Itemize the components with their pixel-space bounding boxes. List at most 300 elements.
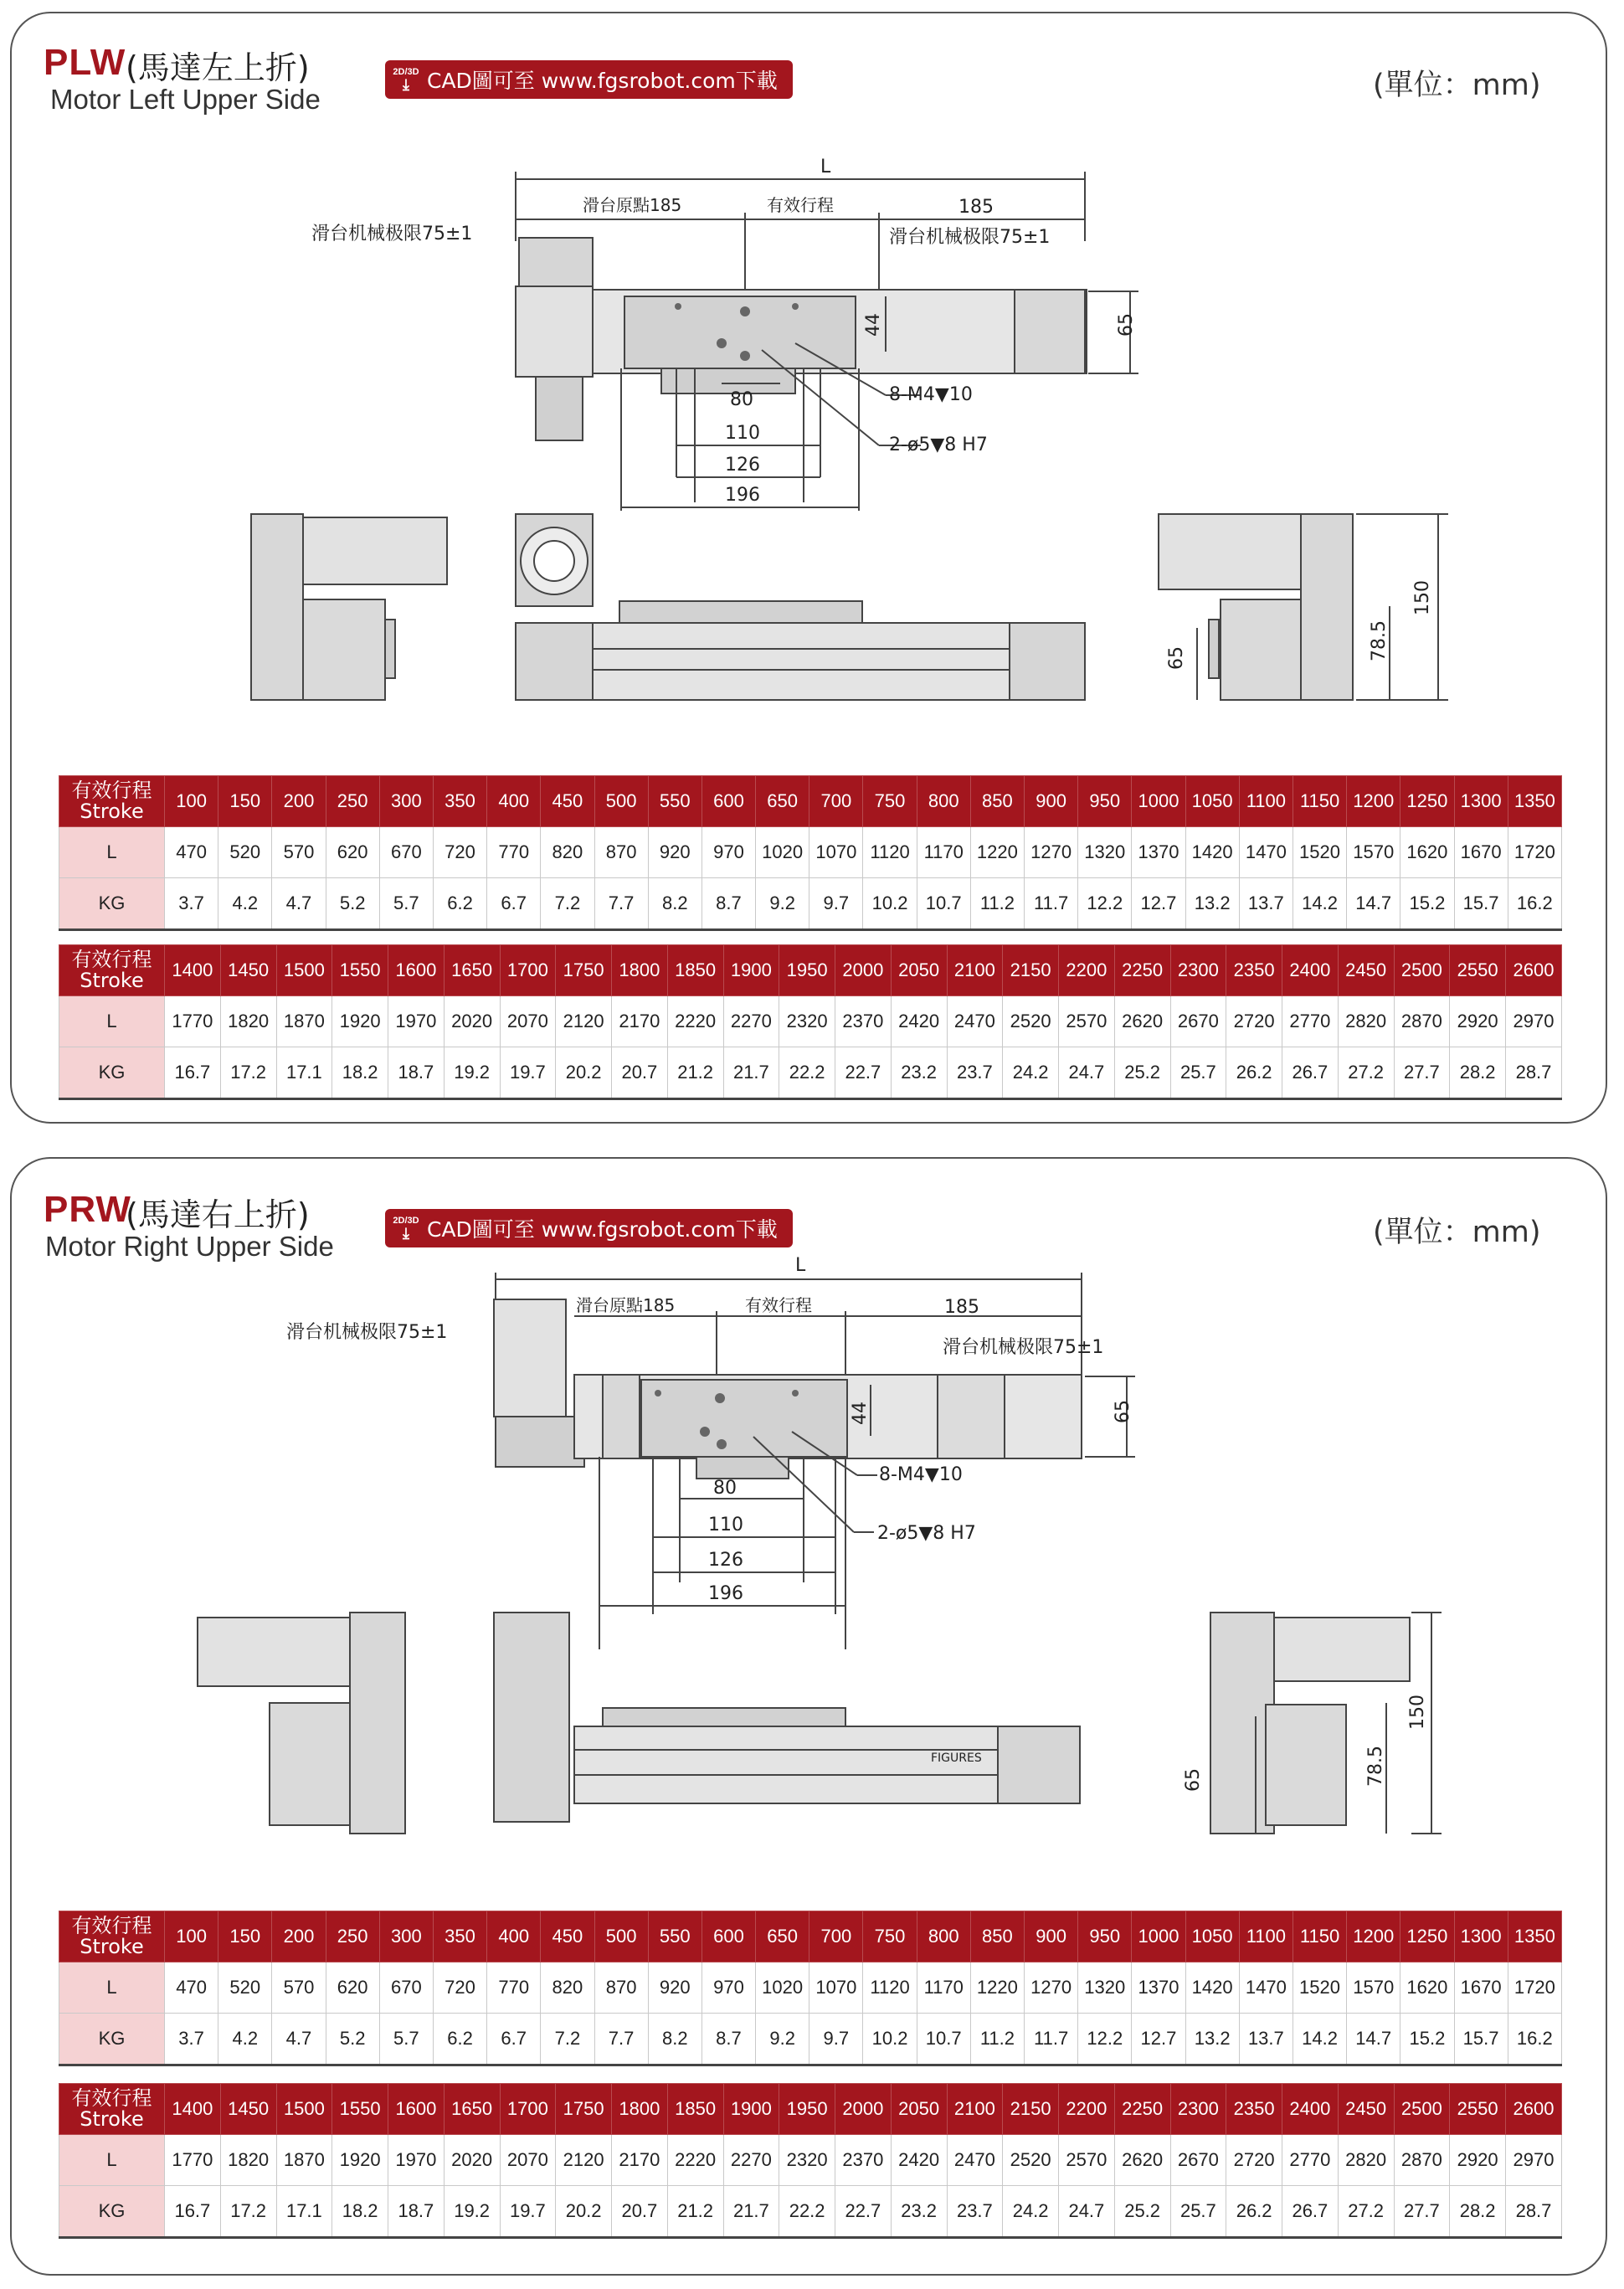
stroke-cell: 1000 [1132, 1911, 1185, 1962]
limit-right-label: 滑台机械极限75±1 [943, 1337, 1104, 1358]
dim-126: 126 [708, 1550, 743, 1571]
stroke-cell: 950 [1078, 776, 1132, 827]
stroke-cell: 250 [326, 1911, 379, 1962]
weight-cell: 7.7 [594, 878, 648, 930]
cad-download-text[interactable]: CAD圖可至 www.fgsrobot.com下載 [427, 69, 778, 93]
weight-cell: 16.7 [165, 2186, 221, 2238]
length-cell: 1570 [1347, 827, 1400, 878]
length-cell: 1620 [1400, 827, 1454, 878]
length-cell: 820 [541, 1962, 594, 2014]
weight-cell: 6.2 [433, 878, 486, 930]
length-cell: 2870 [1394, 2135, 1450, 2186]
length-cell: 970 [702, 1962, 755, 2014]
length-cell: 2220 [667, 2135, 723, 2186]
stroke-cell: 2450 [1338, 945, 1394, 996]
length-cell: 2470 [947, 2135, 1003, 2186]
weight-cell: 5.7 [379, 878, 433, 930]
dim-78-5: 78.5 [1365, 1746, 1386, 1787]
dim-65-side: 65 [1166, 646, 1187, 670]
length-cell: 2020 [444, 996, 500, 1047]
length-cell: 1170 [917, 827, 970, 878]
length-cell: 2920 [1450, 996, 1506, 1047]
dim-65-top: 65 [1116, 313, 1137, 337]
weight-cell: 16.2 [1508, 878, 1561, 930]
stroke-cell: 2400 [1282, 945, 1339, 996]
length-cell: 1270 [1025, 827, 1078, 878]
weight-cell: 14.2 [1293, 878, 1346, 930]
length-cell: 2520 [1003, 2135, 1059, 2186]
unit-label: (單位：mm) [1373, 1216, 1541, 1249]
weight-cell: 17.1 [276, 2186, 332, 2238]
dim-126: 126 [725, 455, 760, 476]
length-cell: 1420 [1185, 1962, 1239, 2014]
weight-cell: 14.7 [1347, 878, 1400, 930]
length-cell: 2370 [835, 2135, 892, 2186]
stroke-cell: 200 [272, 1911, 326, 1962]
weight-cell: 28.2 [1450, 1047, 1506, 1099]
length-cell: 1070 [809, 827, 863, 878]
length-cell: 670 [379, 827, 433, 878]
cad-badge-text: 2D/3D [393, 1216, 419, 1226]
stroke-cell: 2450 [1338, 2084, 1394, 2135]
model-code: PLW [44, 42, 126, 83]
length-cell: 1420 [1185, 827, 1239, 878]
stroke-cell: 1450 [220, 945, 276, 996]
weight-cell: 22.7 [835, 2186, 892, 2238]
length-cell: 2820 [1338, 996, 1394, 1047]
weight-cell: 13.7 [1239, 878, 1293, 930]
stroke-cell: 1550 [332, 2084, 388, 2135]
limit-right-label: 滑台机械极限75±1 [889, 227, 1051, 248]
stroke-cell: 2550 [1450, 2084, 1506, 2135]
stroke-cell: 800 [917, 776, 970, 827]
technical-drawing [0, 0, 1624, 754]
stroke-cell: 1850 [667, 2084, 723, 2135]
weight-cell: 18.2 [332, 1047, 388, 1099]
hole-pin-label: 2-ø5▼8 H7 [877, 1523, 976, 1544]
stroke-cell: 1400 [165, 945, 221, 996]
stroke-cell: 250 [326, 776, 379, 827]
weight-cell: 20.7 [612, 2186, 668, 2238]
stroke-cell: 1950 [779, 945, 835, 996]
stroke-cell: 2150 [1003, 2084, 1059, 2135]
stroke-cell: 400 [487, 776, 541, 827]
stroke-cell: 1000 [1132, 776, 1185, 827]
weight-cell: 28.2 [1450, 2186, 1506, 2238]
length-cell: 570 [272, 1962, 326, 2014]
length-cell: 1470 [1239, 1962, 1293, 2014]
length-cell: 1620 [1400, 1962, 1454, 2014]
length-cell: 2070 [500, 996, 556, 1047]
stroke-cell: 1700 [500, 2084, 556, 2135]
length-cell: 2670 [1170, 2135, 1226, 2186]
stroke-label-en: Stroke [80, 969, 144, 992]
length-cell: 1570 [1347, 1962, 1400, 2014]
length-cell: 2870 [1394, 996, 1450, 1047]
weight-cell: 18.7 [388, 1047, 445, 1099]
length-cell: 2170 [612, 996, 668, 1047]
stroke-cell: 550 [648, 1911, 702, 1962]
length-cell: 2970 [1506, 2135, 1562, 2186]
stroke-cell: 2350 [1226, 945, 1282, 996]
stroke-cell: 450 [541, 1911, 594, 1962]
stroke-cell: 1500 [276, 945, 332, 996]
stroke-cell: 2100 [947, 945, 1003, 996]
length-cell: 920 [648, 1962, 702, 2014]
weight-cell: 10.2 [863, 878, 917, 930]
side-views [251, 514, 1448, 700]
stroke-cell: 1200 [1347, 1911, 1400, 1962]
stroke-cell: 2500 [1394, 2084, 1450, 2135]
length-cell: 2420 [891, 996, 947, 1047]
dim-origin: 滑台原點185 [583, 195, 682, 215]
length-cell: 1270 [1025, 1962, 1078, 2014]
dim-110: 110 [708, 1515, 743, 1535]
length-cell: 870 [594, 827, 648, 878]
length-cell: 1020 [756, 827, 809, 878]
weight-cell: 24.7 [1059, 2186, 1115, 2238]
stroke-cell: 700 [809, 1911, 863, 1962]
weight-cell: 9.2 [756, 878, 809, 930]
spec-table-1 [59, 775, 1562, 931]
weight-cell: 18.7 [388, 2186, 445, 2238]
length-cell: 1720 [1508, 1962, 1561, 2014]
length-cell: 1520 [1293, 1962, 1346, 2014]
weight-cell: 15.2 [1400, 2014, 1454, 2065]
stroke-cell: 1650 [444, 945, 500, 996]
weight-cell: 5.7 [379, 2014, 433, 2065]
weight-cell: 4.7 [272, 2014, 326, 2065]
stroke-cell: 650 [756, 776, 809, 827]
stroke-cell: 1150 [1293, 1911, 1346, 1962]
weight-cell: 13.2 [1185, 2014, 1239, 2065]
row-label-weight: KG [59, 2186, 165, 2238]
length-cell: 1520 [1293, 827, 1346, 878]
dim-78-5: 78.5 [1369, 620, 1390, 661]
weight-cell: 9.7 [809, 878, 863, 930]
stroke-cell: 1050 [1185, 776, 1239, 827]
length-cell: 1920 [332, 2135, 388, 2186]
hole-m4-label: 8-M4▼10 [879, 1464, 963, 1485]
length-cell: 2620 [1114, 996, 1170, 1047]
stroke-cell: 2350 [1226, 2084, 1282, 2135]
length-cell: 520 [218, 1962, 272, 2014]
length-cell: 1920 [332, 996, 388, 1047]
length-cell: 2170 [612, 2135, 668, 2186]
length-cell: 2720 [1226, 996, 1282, 1047]
length-cell: 870 [594, 1962, 648, 2014]
stroke-cell: 450 [541, 776, 594, 827]
technical-drawing [0, 1147, 1624, 1901]
stroke-cell: 2000 [835, 945, 892, 996]
stroke-cell: 300 [379, 1911, 433, 1962]
length-cell: 1120 [863, 1962, 917, 2014]
length-cell: 1970 [388, 2135, 445, 2186]
length-cell: 2420 [891, 2135, 947, 2186]
length-cell: 920 [648, 827, 702, 878]
weight-cell: 16.2 [1508, 2014, 1561, 2065]
weight-cell: 23.7 [947, 2186, 1003, 2238]
row-label-weight: KG [59, 2014, 165, 2065]
model-title-en: Motor Right Upper Side [45, 1231, 334, 1262]
weight-cell: 7.7 [594, 2014, 648, 2065]
stroke-cell: 1200 [1347, 776, 1400, 827]
cad-download-text[interactable]: CAD圖可至 www.fgsrobot.com下載 [427, 1217, 778, 1242]
weight-cell: 4.7 [272, 878, 326, 930]
stroke-cell: 350 [433, 776, 486, 827]
stroke-cell: 750 [863, 776, 917, 827]
stroke-cell: 2100 [947, 2084, 1003, 2135]
stroke-cell: 1900 [723, 945, 779, 996]
weight-cell: 20.2 [556, 2186, 612, 2238]
length-cell: 2770 [1282, 2135, 1339, 2186]
download-icon: 2D/3D ⤓ [393, 1216, 419, 1242]
weight-cell: 21.7 [723, 1047, 779, 1099]
stroke-cell: 1250 [1400, 776, 1454, 827]
stroke-label-en: Stroke [80, 800, 144, 823]
model-title-cn: (馬達左上折) [126, 49, 310, 86]
weight-cell: 6.7 [487, 2014, 541, 2065]
length-cell: 2920 [1450, 2135, 1506, 2186]
stroke-cell: 850 [970, 776, 1024, 827]
length-cell: 970 [702, 827, 755, 878]
weight-cell: 17.1 [276, 1047, 332, 1099]
length-cell: 620 [326, 1962, 379, 2014]
hole-m4-label: 8-M4▼10 [889, 384, 973, 405]
weight-cell: 17.2 [220, 1047, 276, 1099]
stroke-label-cn: 有效行程 [71, 2086, 152, 2110]
stroke-cell: 1250 [1400, 1911, 1454, 1962]
stroke-label-en: Stroke [80, 2107, 144, 2131]
dim-44: 44 [863, 313, 884, 337]
stroke-cell: 900 [1025, 776, 1078, 827]
stroke-cell: 550 [648, 776, 702, 827]
length-cell: 1470 [1239, 827, 1293, 878]
stroke-cell: 2250 [1114, 2084, 1170, 2135]
top-view [516, 172, 1138, 511]
length-cell: 1770 [165, 2135, 221, 2186]
length-cell: 1220 [970, 1962, 1024, 2014]
stroke-cell: 950 [1078, 1911, 1132, 1962]
weight-cell: 8.7 [702, 2014, 755, 2065]
dim-185: 185 [958, 197, 994, 218]
limit-left-label: 滑台机械极限75±1 [286, 1322, 448, 1343]
stroke-cell: 2300 [1170, 2084, 1226, 2135]
dim-65-side: 65 [1183, 1768, 1204, 1792]
length-cell: 770 [487, 827, 541, 878]
weight-cell: 9.2 [756, 2014, 809, 2065]
stroke-cell: 2400 [1282, 2084, 1339, 2135]
spec-table-3 [59, 1911, 1562, 2066]
weight-cell: 22.2 [779, 1047, 835, 1099]
stroke-cell: 2200 [1059, 945, 1115, 996]
weight-cell: 8.2 [648, 878, 702, 930]
model-title-cn: (馬達右上折) [126, 1196, 310, 1233]
length-cell: 1370 [1132, 827, 1185, 878]
stroke-cell: 900 [1025, 1911, 1078, 1962]
weight-cell: 26.2 [1226, 2186, 1282, 2238]
length-cell: 2620 [1114, 2135, 1170, 2186]
weight-cell: 23.2 [891, 2186, 947, 2238]
row-label-length: L [59, 996, 165, 1047]
weight-cell: 23.7 [947, 1047, 1003, 1099]
weight-cell: 26.2 [1226, 1047, 1282, 1099]
stroke-cell: 600 [702, 1911, 755, 1962]
length-cell: 720 [433, 827, 486, 878]
weight-cell: 15.2 [1400, 878, 1454, 930]
stroke-cell: 1100 [1239, 776, 1293, 827]
length-cell: 2970 [1506, 996, 1562, 1047]
dim-185: 185 [944, 1297, 979, 1318]
length-cell: 1170 [917, 1962, 970, 2014]
weight-cell: 15.7 [1454, 2014, 1508, 2065]
length-cell: 1820 [220, 996, 276, 1047]
weight-cell: 19.7 [500, 1047, 556, 1099]
weight-cell: 5.2 [326, 878, 379, 930]
dim-stroke: 有效行程 [745, 1295, 812, 1315]
stroke-cell: 400 [487, 1911, 541, 1962]
weight-cell: 25.2 [1114, 2186, 1170, 2238]
length-cell: 1820 [220, 2135, 276, 2186]
weight-cell: 5.2 [326, 2014, 379, 2065]
weight-cell: 13.2 [1185, 878, 1239, 930]
weight-cell: 14.2 [1293, 2014, 1346, 2065]
weight-cell: 8.7 [702, 878, 755, 930]
weight-cell: 13.7 [1239, 2014, 1293, 2065]
brand-label: FIGURES [931, 1751, 982, 1765]
spec-table-2 [59, 944, 1562, 1100]
top-view [494, 1273, 1135, 1649]
stroke-cell: 2300 [1170, 945, 1226, 996]
length-cell: 1720 [1508, 827, 1561, 878]
weight-cell: 6.7 [487, 878, 541, 930]
download-icon: 2D/3D ⤓ [393, 67, 419, 93]
stroke-cell: 500 [594, 776, 648, 827]
weight-cell: 20.7 [612, 1047, 668, 1099]
stroke-cell: 1100 [1239, 1911, 1293, 1962]
weight-cell: 20.2 [556, 1047, 612, 1099]
dim-150: 150 [1407, 1695, 1428, 1730]
stroke-cell: 2550 [1450, 945, 1506, 996]
weight-cell: 25.7 [1170, 2186, 1226, 2238]
length-cell: 1970 [388, 996, 445, 1047]
weight-cell: 3.7 [165, 2014, 218, 2065]
weight-cell: 27.2 [1338, 1047, 1394, 1099]
length-cell: 1870 [276, 996, 332, 1047]
length-cell: 470 [165, 827, 218, 878]
dim-110: 110 [725, 423, 760, 444]
stroke-cell: 150 [218, 1911, 272, 1962]
weight-cell: 10.2 [863, 2014, 917, 2065]
stroke-cell: 1550 [332, 945, 388, 996]
stroke-cell: 600 [702, 776, 755, 827]
weight-cell: 24.2 [1003, 2186, 1059, 2238]
stroke-cell: 2050 [891, 945, 947, 996]
weight-cell: 26.7 [1282, 1047, 1339, 1099]
weight-cell: 19.7 [500, 2186, 556, 2238]
weight-cell: 9.7 [809, 2014, 863, 2065]
dim-L: L [795, 1255, 806, 1276]
weight-cell: 22.2 [779, 2186, 835, 2238]
row-label-weight: KG [59, 1047, 165, 1099]
length-cell: 2570 [1059, 2135, 1115, 2186]
stroke-label-cn: 有效行程 [71, 779, 152, 802]
row-label-stroke [59, 945, 165, 996]
unit-label: (單位：mm) [1373, 69, 1541, 102]
length-cell: 1770 [165, 996, 221, 1047]
length-cell: 1370 [1132, 1962, 1185, 2014]
weight-cell: 19.2 [444, 2186, 500, 2238]
weight-cell: 12.2 [1078, 2014, 1132, 2065]
stroke-cell: 700 [809, 776, 863, 827]
stroke-cell: 300 [379, 776, 433, 827]
stroke-label-en: Stroke [80, 1935, 144, 1958]
dim-65-top: 65 [1113, 1400, 1133, 1423]
stroke-cell: 2600 [1506, 2084, 1562, 2135]
stroke-cell: 1750 [556, 2084, 612, 2135]
side-views [198, 1613, 1442, 1834]
length-cell: 520 [218, 827, 272, 878]
dim-80: 80 [713, 1478, 737, 1499]
model-title-en: Motor Left Upper Side [50, 84, 321, 115]
length-cell: 820 [541, 827, 594, 878]
row-label-stroke [59, 1911, 165, 1962]
stroke-cell: 100 [165, 776, 218, 827]
length-cell: 1320 [1078, 1962, 1132, 2014]
length-cell: 1020 [756, 1962, 809, 2014]
length-cell: 1070 [809, 1962, 863, 2014]
hole-pin-label: 2-ø5▼8 H7 [889, 435, 988, 455]
row-label-length: L [59, 827, 165, 878]
dim-L: L [820, 157, 831, 177]
stroke-cell: 1450 [220, 2084, 276, 2135]
stroke-cell: 800 [917, 1911, 970, 1962]
length-cell: 1220 [970, 827, 1024, 878]
length-cell: 1670 [1454, 1962, 1508, 2014]
stroke-cell: 150 [218, 776, 272, 827]
weight-cell: 11.2 [970, 878, 1024, 930]
weight-cell: 27.2 [1338, 2186, 1394, 2238]
length-cell: 2270 [723, 996, 779, 1047]
weight-cell: 21.2 [667, 2186, 723, 2238]
length-cell: 1870 [276, 2135, 332, 2186]
length-cell: 720 [433, 1962, 486, 2014]
dim-196: 196 [725, 485, 760, 506]
length-cell: 2570 [1059, 996, 1115, 1047]
length-cell: 2370 [835, 996, 892, 1047]
weight-cell: 22.7 [835, 1047, 892, 1099]
weight-cell: 10.7 [917, 2014, 970, 2065]
row-label-stroke [59, 2084, 165, 2135]
weight-cell: 4.2 [218, 878, 272, 930]
stroke-cell: 850 [970, 1911, 1024, 1962]
weight-cell: 27.7 [1394, 2186, 1450, 2238]
length-cell: 2770 [1282, 996, 1339, 1047]
length-cell: 2320 [779, 2135, 835, 2186]
weight-cell: 23.2 [891, 1047, 947, 1099]
row-label-length: L [59, 2135, 165, 2186]
weight-cell: 12.7 [1132, 878, 1185, 930]
stroke-cell: 1750 [556, 945, 612, 996]
stroke-cell: 500 [594, 1911, 648, 1962]
length-cell: 2120 [556, 2135, 612, 2186]
weight-cell: 16.7 [165, 1047, 221, 1099]
weight-cell: 11.2 [970, 2014, 1024, 2065]
weight-cell: 11.7 [1025, 2014, 1078, 2065]
length-cell: 2120 [556, 996, 612, 1047]
stroke-cell: 1800 [612, 945, 668, 996]
stroke-cell: 1800 [612, 2084, 668, 2135]
